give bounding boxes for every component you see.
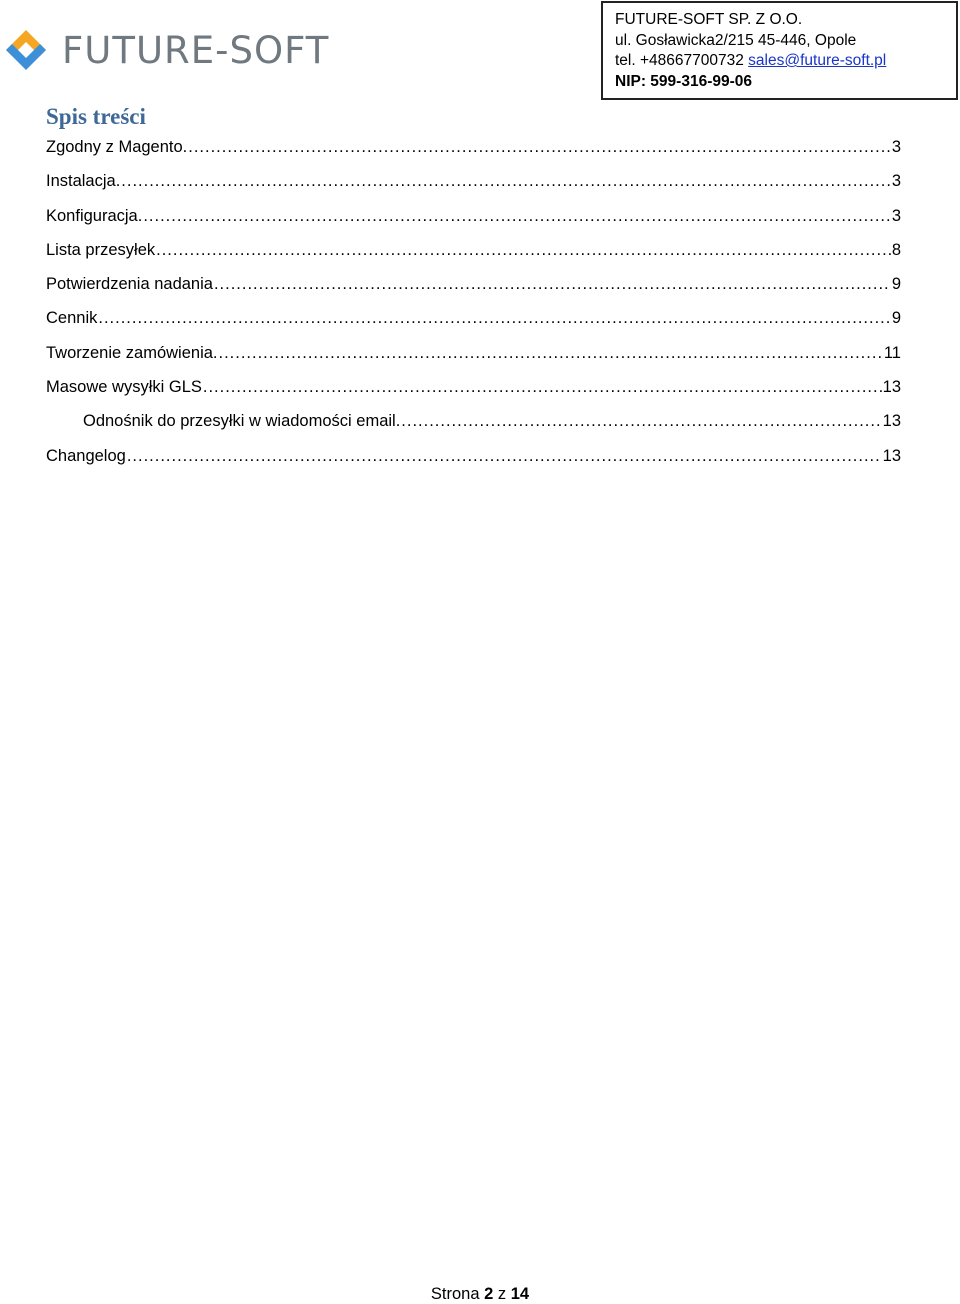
toc-entry[interactable] [46,376,901,410]
toc-leader-dots [121,172,891,191]
toc-entry[interactable] [46,239,901,273]
toc-entry-title: Potwierdzenia nadania [46,275,213,294]
logo-text: FUTURE-SOFT [62,28,330,72]
company-logo [4,26,329,74]
toc-leader-dots [127,447,882,466]
toc-entry-title: Lista przesyłek [46,240,156,259]
company-contact [615,51,956,72]
toc-entry-title: Tworzenie zamówienia. [46,343,218,362]
toc-leader-dots [156,241,891,260]
toc-entry-line [46,170,901,191]
toc-entry-line [46,445,901,466]
toc-entry-line [46,410,901,431]
toc-entry-line [46,239,901,260]
toc-entry-title: Cennik [46,309,98,328]
toc-entry-line [46,342,901,363]
toc-entry-page: 9 [891,309,901,328]
toc-entry-title: Changelog [46,446,126,465]
toc-entry-page: 9 [891,275,901,294]
toc-leader-dots [401,412,881,431]
toc-entry-page: 8 [891,240,901,259]
company-nip: NIP: 599-316-99-06 [615,72,752,90]
toc-leader-dots [188,138,891,157]
toc-entry-line [46,376,901,397]
toc-heading: Spis treści [46,104,146,129]
toc-entry-title: Instalacja. [46,172,121,191]
toc-entry[interactable] [46,205,901,239]
company-address: ul. Gosławicka2/215 45-446, Opole [615,31,857,49]
toc-entry-title: Konfiguracja. [46,206,143,225]
footer-current-page: 2 [484,1285,494,1303]
toc-entry-title: Zgodny z Magento. [46,138,188,156]
company-info-box [601,1,958,100]
toc-leader-dots [98,309,890,328]
table-of-contents [46,136,901,479]
toc-leader-dots [203,378,882,397]
toc-entry-line [46,307,901,328]
toc-entry[interactable] [46,307,901,341]
toc-entry-page: 3 [891,138,901,156]
toc-entry-line [46,205,901,226]
footer-total-pages: 14 [510,1285,530,1303]
toc-entry[interactable] [46,273,901,307]
toc-entry-page: 3 [891,172,901,191]
company-phone: tel. +48667700732 [615,52,749,69]
page-footer [0,1285,960,1304]
toc-entry[interactable] [46,342,901,376]
toc-entry-page: 11 [883,343,901,362]
future-soft-logo-icon [4,28,48,72]
toc-leader-dots [214,275,891,294]
toc-entry-title: Odnośnik do przesyłki w wiadomości email. [83,412,401,431]
toc-entry-line [46,136,901,157]
toc-entry[interactable] [46,170,901,204]
toc-entry[interactable] [46,410,901,444]
footer-prefix: Strona [430,1285,485,1303]
company-name: FUTURE-SOFT SP. Z O.O. [615,11,803,28]
toc-entry[interactable] [46,136,901,170]
footer-separator: z [493,1285,511,1303]
toc-entry-page: 13 [882,446,901,465]
toc-entry-title: Masowe wysyłki GLS [46,378,202,397]
toc-entry-page: 13 [882,412,901,431]
toc-entry[interactable] [46,445,901,479]
company-email-link[interactable]: sales@future-soft.pl [748,52,887,69]
toc-leader-dots [143,207,891,226]
toc-leader-dots [219,344,883,363]
toc-entry-line [46,273,901,294]
toc-entry-page: 3 [891,206,901,225]
toc-entry-page: 13 [882,378,901,397]
